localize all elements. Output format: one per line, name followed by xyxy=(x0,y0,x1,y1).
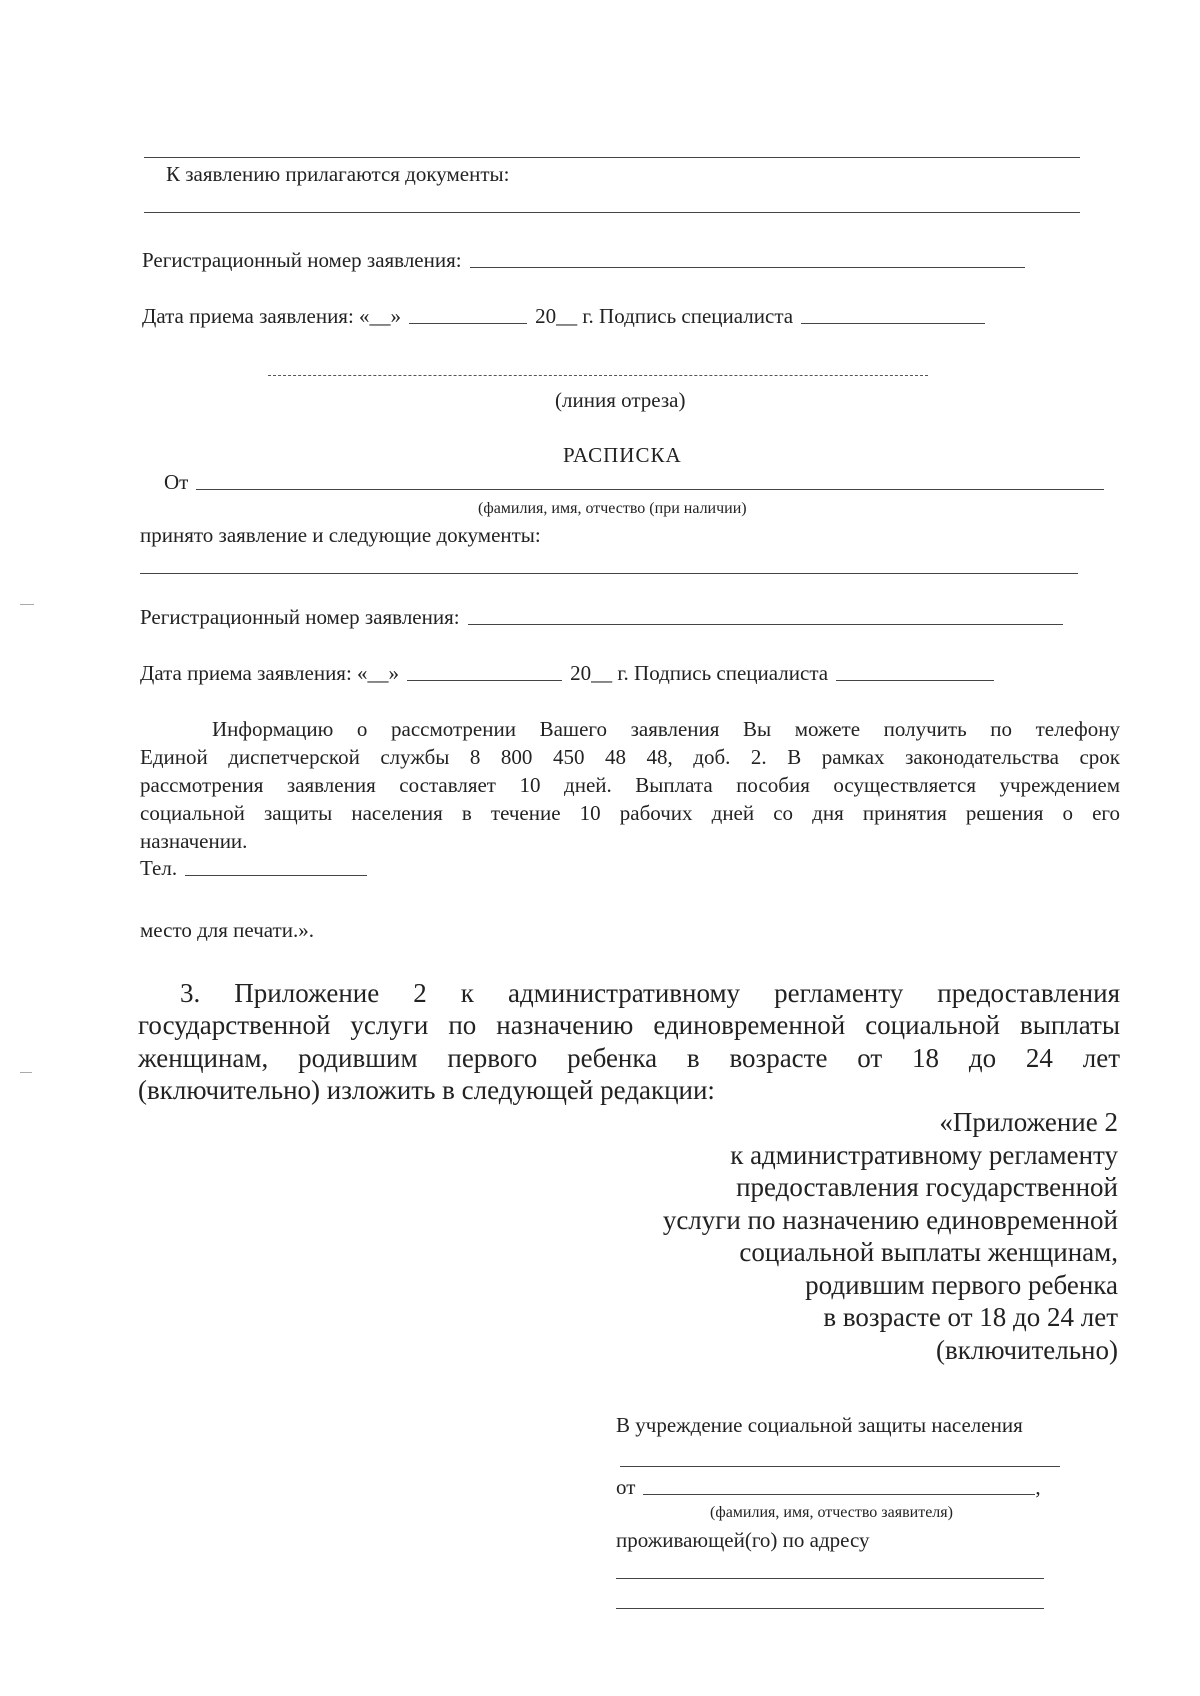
cut-line xyxy=(268,375,928,376)
receipt-accepted-label: принято заявление и следующие документы: xyxy=(140,523,541,547)
appendix-header-line: к административному регламенту xyxy=(730,1139,1118,1170)
institution-field[interactable] xyxy=(620,1466,1060,1467)
cut-line-label: (линия отреза) xyxy=(555,388,686,412)
receipt-year-signature-label: 20__ г. Подпись специалиста xyxy=(570,661,829,685)
receipt-from-label: От xyxy=(164,470,189,494)
addressee-from-row xyxy=(616,1475,1041,1500)
date-signature-row xyxy=(142,304,985,329)
registration-number-field[interactable] xyxy=(470,267,1025,268)
receipt-from-field[interactable] xyxy=(196,489,1104,490)
scan-mark xyxy=(20,604,34,605)
phone-label: Тел. xyxy=(140,856,178,880)
applicant-address-label: проживающей(го) по адресу xyxy=(616,1528,870,1552)
section3-line-1: 3. Приложение 2 к административному регламенту предоставления xyxy=(180,978,1120,1008)
section3-line-4: (включительно) изложить в следующей редакции: xyxy=(138,1075,715,1105)
addressee-comma: , xyxy=(1035,1475,1041,1499)
appendix-header-line: в возрасте от 18 до 24 лет xyxy=(823,1302,1118,1332)
info-line-4: социальной защиты населения в течение 10 рабочих дней со дня принятия решения о его xyxy=(140,801,1120,825)
phone-row xyxy=(140,856,367,881)
receipt-title: РАСПИСКА xyxy=(563,443,682,467)
receipt-registration-row xyxy=(140,605,1063,630)
date-month-field[interactable] xyxy=(409,323,527,324)
info-line-2: Единой диспетчерской службы 8 800 450 48 48, доб. 2. В рамках законодательства срок xyxy=(140,745,1120,769)
address-field-line-2[interactable] xyxy=(616,1608,1044,1609)
addressee-institution: В учреждение социальной защиты населения xyxy=(616,1413,1023,1437)
info-line-5: назначении. xyxy=(140,829,248,853)
registration-number-row xyxy=(142,248,1025,273)
receipt-registration-field[interactable] xyxy=(468,624,1063,625)
address-field-line-1[interactable] xyxy=(616,1578,1044,1579)
receipt-fio-hint: (фамилия, имя, отчество (при наличии) xyxy=(478,500,747,517)
receipt-signature-field[interactable] xyxy=(836,680,994,681)
section3-line-3: женщинам, родившим первого ребенка в возрасте от 18 до 24 лет xyxy=(138,1043,1120,1073)
receipt-date-field[interactable] xyxy=(407,680,562,681)
applicant-name-field[interactable] xyxy=(643,1494,1035,1495)
info-line-1: Информацию о рассмотрении Вашего заявления Вы можете получить по телефону xyxy=(212,717,1120,741)
blank-line xyxy=(144,212,1080,213)
appendix-header-line: родившим первого ребенка xyxy=(805,1269,1118,1300)
receipt-date-row xyxy=(140,661,994,686)
addressee-from-label: от xyxy=(616,1475,636,1499)
scan-mark xyxy=(20,1072,32,1073)
blank-line xyxy=(144,157,1080,158)
applicant-fio-hint: (фамилия, имя, отчество заявителя) xyxy=(710,1504,953,1521)
appendix-header-line: (включительно) xyxy=(935,1334,1118,1365)
receipt-registration-label: Регистрационный номер заявления: xyxy=(140,605,460,629)
blank-line xyxy=(140,573,1078,574)
receipt-from-row xyxy=(164,470,1104,495)
appendix-header-line: предоставления государственной xyxy=(736,1172,1118,1202)
year-signature-label: 20__ г. Подпись специалиста xyxy=(535,304,794,328)
specialist-signature-field[interactable] xyxy=(801,323,985,324)
date-label: Дата приема заявления: «__» xyxy=(142,304,402,328)
info-line-3: рассмотрения заявления составляет 10 дней. Выплата пособия осуществляется учреждением xyxy=(140,773,1120,797)
appendix-header-line: услуги по назначению единовременной xyxy=(662,1204,1118,1235)
stamp-place-label: место для печати.». xyxy=(140,918,314,942)
section3-line-2: государственной услуги по назначению единовременной социальной выплаты xyxy=(138,1010,1120,1040)
receipt-date-label: Дата приема заявления: «__» xyxy=(140,661,400,685)
appendix-header-line: «Приложение 2 xyxy=(939,1107,1118,1137)
registration-number-label: Регистрационный номер заявления: xyxy=(142,248,462,272)
phone-field[interactable] xyxy=(185,875,367,876)
appendix-header-line: социальной выплаты женщинам, xyxy=(739,1237,1118,1267)
appendix-header xyxy=(663,1106,1118,1366)
attached-documents-label: К заявлению прилагаются документы: xyxy=(166,162,510,186)
